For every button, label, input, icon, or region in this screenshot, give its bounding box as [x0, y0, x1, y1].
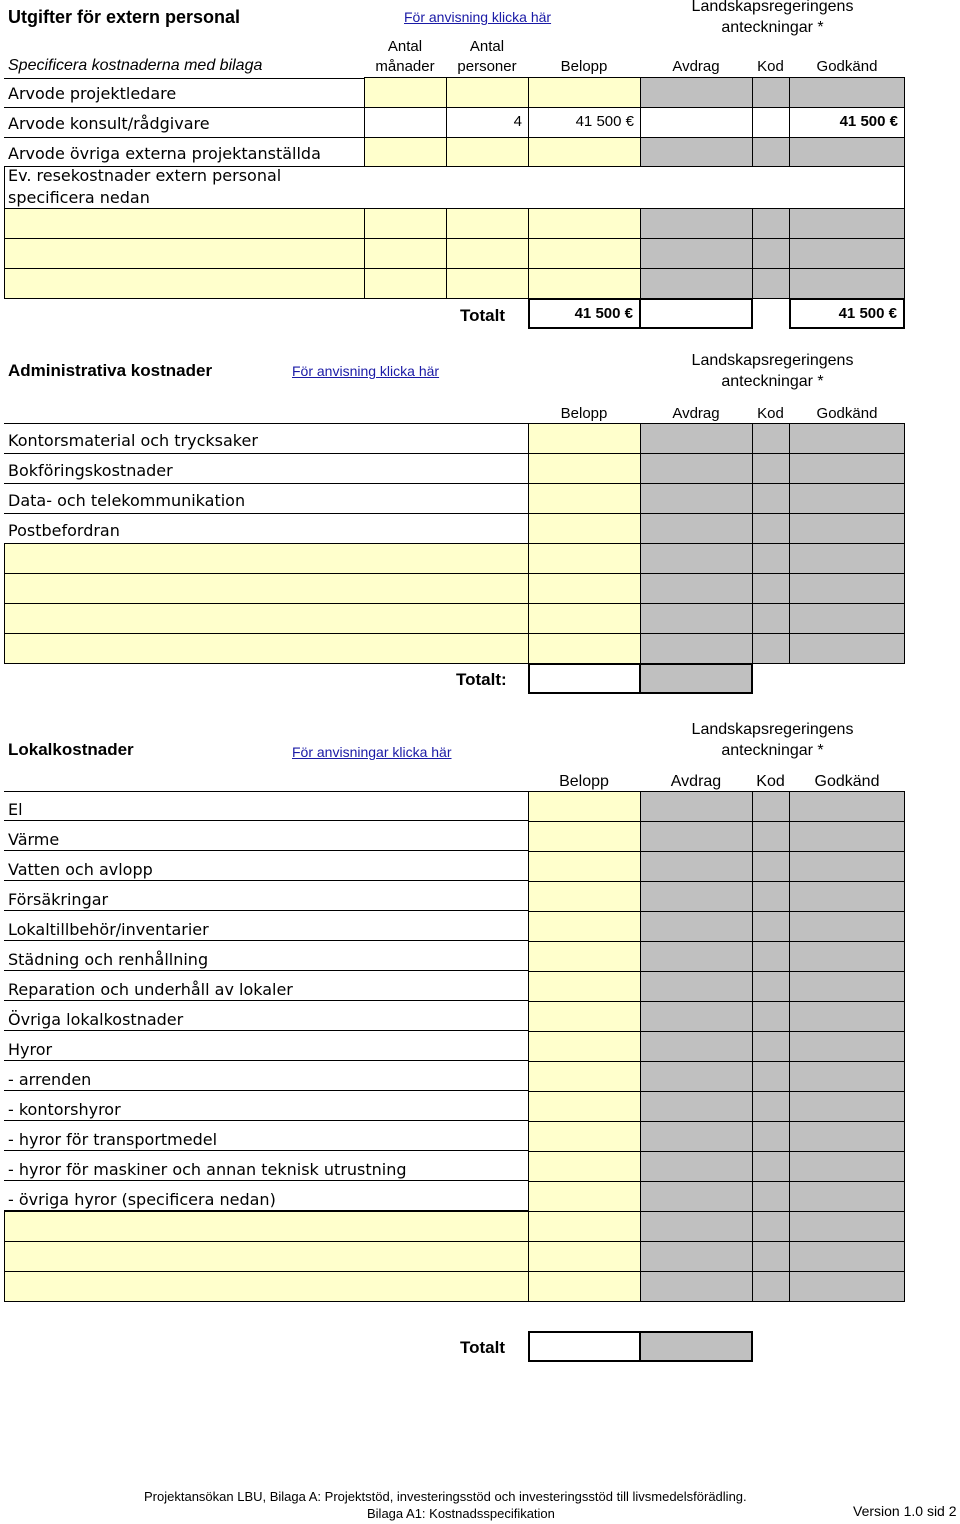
- notes-kod-lokal: [752, 821, 790, 852]
- notes-godkand-spec-1: [789, 208, 905, 239]
- footer-version: Version 1.0 sid 2: [853, 1503, 957, 1519]
- notes-kod-admin-4: [752, 513, 790, 544]
- col-header-belopp-lokal: Belopp: [559, 773, 609, 790]
- input-antal-manader-spec-3[interactable]: [364, 268, 447, 299]
- notes-avdrag-lokal: [640, 1211, 753, 1242]
- notes-avdrag-lokal: [640, 971, 753, 1002]
- input-antal-manader-spec-2[interactable]: [364, 238, 447, 269]
- notes-avdrag-lokal: [640, 1241, 753, 1272]
- input-admin-spec-4[interactable]: [4, 633, 529, 664]
- input-belopp-lokal[interactable]: [528, 1151, 641, 1182]
- instruction-link-extern-personal[interactable]: För anvisning klicka här: [404, 9, 552, 25]
- input-antal-manader-ovriga[interactable]: [364, 137, 447, 167]
- notes-godkand-lokal: [789, 911, 905, 942]
- total-belopp-admin: [528, 663, 641, 694]
- col-header-kod: Kod: [757, 58, 784, 75]
- notes-godkand-admin-4: [789, 513, 905, 544]
- col-header-antal-personer-1: Antal: [469, 38, 505, 55]
- lokal-row-label: Värme: [8, 830, 60, 849]
- col-header-antal-manader-2: månader: [375, 58, 435, 75]
- input-belopp-lokal[interactable]: [528, 971, 641, 1002]
- input-belopp-lokal[interactable]: [528, 1061, 641, 1092]
- notes-godkand-lokal: [789, 821, 905, 852]
- input-resekostnad-spec-3[interactable]: [4, 268, 365, 299]
- notes-kod-lokal: [752, 971, 790, 1002]
- col-header-godkand-admin: Godkänd: [816, 405, 878, 422]
- euro-icon: €: [888, 305, 897, 322]
- input-antal-personer-projektledare[interactable]: [446, 77, 529, 108]
- input-belopp-ovriga[interactable]: [528, 137, 641, 167]
- input-belopp-postbefordran[interactable]: [528, 513, 641, 544]
- total-avdrag-lokal: [639, 1331, 753, 1362]
- notes-godkand-lokal: [789, 1091, 905, 1122]
- euro-icon: €: [624, 305, 633, 322]
- lokal-row-label: - hyror för maskiner och annan teknisk utrustning: [8, 1160, 407, 1179]
- notes-kod-lokal: [752, 911, 790, 942]
- notes-godkand-lokal: [789, 881, 905, 912]
- notes-avdrag-lokal: [640, 851, 753, 882]
- input-belopp-admin-spec-3[interactable]: [528, 603, 641, 634]
- row-label-kontorsmaterial: Kontorsmaterial och trycksaker: [8, 431, 258, 450]
- notes-avdrag-spec-3: [640, 268, 753, 299]
- notes-avdrag-lokal: [640, 1061, 753, 1092]
- notes-kod-projektledare: [752, 77, 790, 108]
- input-lokal-spec[interactable]: [4, 1271, 529, 1302]
- lokal-row-label: - kontorshyror: [8, 1100, 121, 1119]
- input-antal-personer-spec-3[interactable]: [446, 268, 529, 299]
- input-belopp-lokal[interactable]: [528, 1271, 641, 1302]
- notes-godkand-projektledare: [789, 77, 905, 108]
- notes-godkand-lokal: [789, 1211, 905, 1242]
- notes-header-line2: anteckningar *: [721, 19, 824, 36]
- input-belopp-lokal[interactable]: [528, 821, 641, 852]
- input-belopp-lokal[interactable]: [528, 1031, 641, 1062]
- notes-avdrag-lokal: [640, 1181, 753, 1212]
- section-title-administrativa: Administrativa kostnader: [8, 361, 213, 380]
- notes-avdrag-lokal: [640, 1121, 753, 1152]
- notes-godkand-konsult: [789, 107, 905, 138]
- input-belopp-data-tele[interactable]: [528, 483, 641, 514]
- col-header-avdrag-lokal: Avdrag: [670, 773, 722, 790]
- notes-avdrag-lokal: [640, 1031, 753, 1062]
- lokal-row-label: Reparation och underhåll av lokaler: [8, 980, 293, 999]
- notes-avdrag-admin-8: [640, 633, 753, 664]
- notes-godkand-admin-2: [789, 453, 905, 484]
- input-admin-spec-3[interactable]: [4, 603, 529, 634]
- col-header-kod-admin: Kod: [757, 405, 784, 422]
- notes-godkand-lokal: [789, 1241, 905, 1272]
- notes-kod-admin-1: [752, 423, 790, 454]
- notes-header-admin-line2: anteckningar *: [721, 373, 824, 390]
- notes-godkand-lokal: [789, 1151, 905, 1182]
- instruction-link-administrativa[interactable]: För anvisning klicka här: [292, 363, 440, 379]
- notes-kod-lokal: [752, 1031, 790, 1062]
- total-belopp-extern: [528, 298, 641, 329]
- input-belopp-lokal[interactable]: [528, 941, 641, 972]
- input-resekostnad-spec-2[interactable]: [4, 238, 365, 269]
- input-antal-personer-ovriga[interactable]: [446, 137, 529, 167]
- notes-header-admin-line1: Landskapsregeringens: [691, 352, 854, 369]
- notes-kod-lokal: [752, 881, 790, 912]
- godkand-konsult-value: 41 500: [839, 113, 886, 130]
- notes-godkand-lokal: [789, 941, 905, 972]
- subtitle-specify: Specificera kostnaderna med bilaga: [8, 57, 263, 74]
- notes-godkand-lokal: [789, 1001, 905, 1032]
- col-header-antal-manader: [364, 37, 446, 77]
- notes-kod-ovriga: [752, 137, 790, 167]
- euro-icon: €: [625, 113, 634, 130]
- total-avdrag-admin: [639, 663, 753, 694]
- input-belopp-lokal[interactable]: [528, 1211, 641, 1242]
- input-lokal-spec[interactable]: [4, 1211, 529, 1242]
- lokal-row-label: El: [8, 800, 23, 819]
- notes-kod-lokal: [752, 1241, 790, 1272]
- row-label-resekostnader-1: Ev. resekostnader extern personal: [8, 166, 282, 185]
- total-label-extern: Totalt: [460, 306, 506, 325]
- col-header-godkand-lokal: Godkänd: [814, 773, 880, 790]
- row-label-bokforing: Bokföringskostnader: [8, 461, 173, 480]
- total-belopp-lokal: [528, 1331, 641, 1362]
- notes-avdrag-lokal: [640, 1271, 753, 1302]
- col-header-antal-manader-1: Antal: [387, 38, 423, 55]
- input-resekostnad-spec-1[interactable]: [4, 208, 365, 239]
- row-label-postbefordran: Postbefordran: [8, 521, 120, 540]
- notes-godkand-admin-5: [789, 543, 905, 574]
- notes-kod-spec-2: [752, 238, 790, 269]
- lokal-row-label: Hyror: [8, 1040, 53, 1059]
- input-antal-manader-konsult[interactable]: [364, 107, 447, 138]
- row-label-arvode-projektledare: Arvode projektledare: [8, 84, 177, 103]
- notes-avdrag-projektledare: [640, 77, 753, 108]
- col-header-kod-lokal: Kod: [756, 773, 785, 790]
- total-godkand-extern: [789, 298, 905, 329]
- input-belopp-spec-1[interactable]: [528, 208, 641, 239]
- notes-header-lokal: [660, 719, 885, 761]
- lokal-row-label: - arrenden: [8, 1070, 92, 1089]
- notes-header-1: [660, 0, 885, 38]
- notes-godkand-admin-6: [789, 573, 905, 604]
- notes-godkand-lokal: [789, 791, 905, 822]
- notes-kod-lokal: [752, 1001, 790, 1032]
- notes-header-lokal-line2: anteckningar *: [721, 742, 824, 759]
- input-belopp-lokal[interactable]: [528, 1181, 641, 1212]
- notes-avdrag-lokal: [640, 1091, 753, 1122]
- input-belopp-admin-spec-2[interactable]: [528, 573, 641, 604]
- notes-kod-lokal: [752, 1271, 790, 1302]
- input-belopp-lokal[interactable]: [528, 1001, 641, 1032]
- col-header-avdrag: Avdrag: [672, 58, 720, 75]
- notes-kod-lokal: [752, 1091, 790, 1122]
- notes-godkand-lokal: [789, 1121, 905, 1152]
- lokal-row-label: Lokaltillbehör/inventarier: [8, 920, 209, 939]
- input-antal-manader-spec-1[interactable]: [364, 208, 447, 239]
- notes-kod-lokal: [752, 1061, 790, 1092]
- section-title-lokalkostnader: Lokalkostnader: [8, 740, 134, 759]
- input-belopp-konsult[interactable]: [528, 107, 641, 138]
- notes-kod-lokal: [752, 851, 790, 882]
- input-belopp-lokal[interactable]: [528, 911, 641, 942]
- section-title-extern-personal: Utgifter för extern personal: [8, 7, 241, 27]
- notes-avdrag-spec-2: [640, 238, 753, 269]
- lokal-row-label: Vatten och avlopp: [8, 860, 153, 879]
- notes-kod-admin-3: [752, 483, 790, 514]
- input-belopp-admin-spec-4[interactable]: [528, 633, 641, 664]
- notes-godkand-spec-2: [789, 238, 905, 269]
- notes-kod-admin-6: [752, 573, 790, 604]
- notes-godkand-lokal: [789, 1181, 905, 1212]
- resekostnader-header-row: [4, 166, 905, 209]
- col-header-belopp: Belopp: [560, 58, 608, 75]
- notes-header-line1: Landskapsregeringens: [691, 0, 854, 15]
- notes-kod-lokal: [752, 1121, 790, 1152]
- notes-avdrag-lokal: [640, 821, 753, 852]
- input-admin-spec-2[interactable]: [4, 573, 529, 604]
- col-header-antal-personer-2: personer: [457, 58, 517, 75]
- euro-icon: €: [889, 113, 898, 130]
- input-antal-manader-projektledare[interactable]: [364, 77, 447, 108]
- notes-godkand-lokal: [789, 971, 905, 1002]
- notes-header-lokal-line1: Landskapsregeringens: [691, 721, 854, 738]
- input-belopp-lokal[interactable]: [528, 1121, 641, 1152]
- notes-kod-admin-7: [752, 603, 790, 634]
- notes-kod-konsult: [752, 107, 790, 138]
- notes-avdrag-admin-3: [640, 483, 753, 514]
- notes-kod-lokal: [752, 941, 790, 972]
- notes-kod-lokal: [752, 1151, 790, 1182]
- notes-godkand-admin-7: [789, 603, 905, 634]
- col-header-godkand: Godkänd: [816, 58, 878, 75]
- notes-godkand-admin-1: [789, 423, 905, 454]
- notes-avdrag-ovriga: [640, 137, 753, 167]
- input-belopp-lokal[interactable]: [528, 851, 641, 882]
- instruction-link-lokalkostnader[interactable]: För anvisningar klicka här: [292, 744, 452, 760]
- input-belopp-bokforing[interactable]: [528, 453, 641, 484]
- input-belopp-admin-spec-1[interactable]: [528, 543, 641, 574]
- input-belopp-lokal[interactable]: [528, 1241, 641, 1272]
- input-lokal-spec[interactable]: [4, 1241, 529, 1272]
- notes-avdrag-lokal: [640, 791, 753, 822]
- input-admin-spec-1[interactable]: [4, 543, 529, 574]
- notes-avdrag-admin-4: [640, 513, 753, 544]
- notes-kod-spec-3: [752, 268, 790, 299]
- input-belopp-lokal[interactable]: [528, 881, 641, 912]
- notes-avdrag-lokal: [640, 881, 753, 912]
- lokal-row-label: Övriga lokalkostnader: [8, 1010, 184, 1029]
- notes-avdrag-lokal: [640, 1001, 753, 1032]
- notes-avdrag-konsult: [640, 107, 753, 138]
- input-belopp-spec-2[interactable]: [528, 238, 641, 269]
- notes-avdrag-spec-1: [640, 208, 753, 239]
- lokal-row-label: Försäkringar: [8, 890, 109, 909]
- input-antal-personer-spec-2[interactable]: [446, 238, 529, 269]
- input-belopp-projektledare[interactable]: [528, 77, 641, 108]
- belopp-konsult-value: 41 500: [575, 113, 622, 130]
- input-belopp-kontorsmaterial[interactable]: [528, 423, 641, 454]
- total-label-lokal: Totalt: [460, 1338, 506, 1357]
- row-label-arvode-ovriga: Arvode övriga externa projektanställda: [8, 144, 321, 163]
- notes-avdrag-admin-6: [640, 573, 753, 604]
- notes-kod-lokal: [752, 1181, 790, 1212]
- notes-kod-lokal: [752, 791, 790, 822]
- notes-godkand-lokal: [789, 1271, 905, 1302]
- col-header-avdrag-admin: Avdrag: [672, 405, 720, 422]
- input-antal-personer-konsult[interactable]: 4: [446, 107, 529, 138]
- notes-kod-admin-8: [752, 633, 790, 664]
- lokal-row-label: - hyror för transportmedel: [8, 1130, 218, 1149]
- total-godkand-extern-value: 41 500: [838, 305, 885, 322]
- notes-avdrag-lokal: [640, 911, 753, 942]
- lokal-row-label: - övriga hyror (specificera nedan): [8, 1190, 276, 1209]
- total-avdrag-extern: [639, 298, 753, 329]
- col-header-belopp-admin: Belopp: [560, 405, 608, 422]
- input-belopp-lokal[interactable]: [528, 791, 641, 822]
- notes-avdrag-admin-2: [640, 453, 753, 484]
- notes-godkand-admin-3: [789, 483, 905, 514]
- notes-kod-admin-2: [752, 453, 790, 484]
- notes-avdrag-admin-7: [640, 603, 753, 634]
- notes-kod-admin-5: [752, 543, 790, 574]
- input-belopp-spec-3[interactable]: [528, 268, 641, 299]
- notes-header-admin: [660, 350, 885, 392]
- notes-godkand-lokal: [789, 851, 905, 882]
- notes-godkand-ovriga: [789, 137, 905, 167]
- footer-line1: Projektansökan LBU, Bilaga A: Projektstöd, investeringsstöd och investeringsstöd till livsmedelsförädling.: [144, 1489, 747, 1504]
- footer-line2: Bilaga A1: Kostnadsspecifikation: [367, 1506, 555, 1521]
- notes-godkand-admin-8: [789, 633, 905, 664]
- row-label-resekostnader-2: specificera nedan: [8, 188, 150, 207]
- input-antal-personer-spec-1[interactable]: [446, 208, 529, 239]
- total-belopp-extern-value: 41 500: [574, 305, 621, 322]
- input-belopp-lokal[interactable]: [528, 1091, 641, 1122]
- notes-godkand-lokal: [789, 1031, 905, 1062]
- row-label-arvode-konsult: Arvode konsult/rådgivare: [8, 114, 210, 133]
- lokal-row-label: Städning och renhållning: [8, 950, 209, 969]
- notes-avdrag-lokal: [640, 1151, 753, 1182]
- notes-avdrag-lokal: [640, 941, 753, 972]
- col-header-antal-personer: [446, 37, 528, 77]
- notes-godkand-spec-3: [789, 268, 905, 299]
- notes-kod-lokal: [752, 1211, 790, 1242]
- notes-avdrag-admin-1: [640, 423, 753, 454]
- notes-avdrag-admin-5: [640, 543, 753, 574]
- notes-kod-spec-1: [752, 208, 790, 239]
- row-label-data-tele: Data- och telekommunikation: [8, 491, 246, 510]
- total-label-admin: Totalt:: [456, 670, 507, 689]
- notes-godkand-lokal: [789, 1061, 905, 1092]
